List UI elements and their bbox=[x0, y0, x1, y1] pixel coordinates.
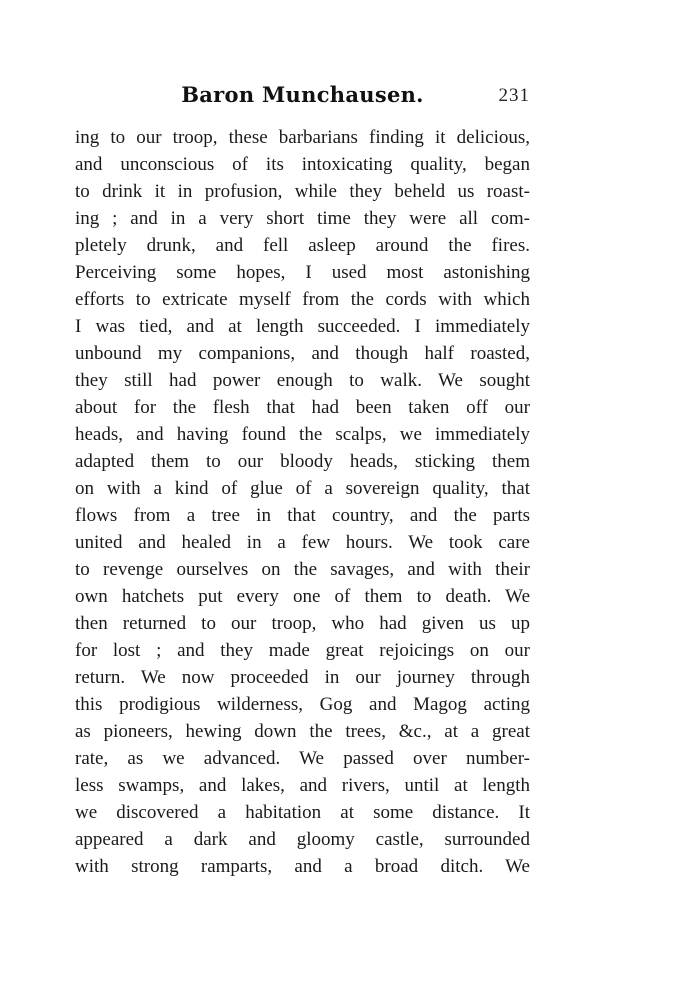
text-line: appeared a dark and gloomy castle, surrounded bbox=[75, 829, 530, 850]
text-line: as pioneers, hewing down the trees, &c., at a great bbox=[75, 721, 530, 742]
running-title: Baron Munchausen. bbox=[181, 82, 424, 107]
text-line: we discovered a habitation at some distance. It bbox=[75, 802, 530, 823]
body-text bbox=[75, 124, 530, 880]
page-number: 231 bbox=[498, 85, 530, 106]
text-line: rate, as we advanced. We passed over number- bbox=[75, 748, 530, 769]
text-line: less swamps, and lakes, and rivers, until at length bbox=[75, 775, 530, 796]
text-line: flows from a tree in that country, and the parts bbox=[75, 505, 530, 526]
running-head bbox=[75, 82, 530, 116]
text-line: heads, and having found the scalps, we immediately bbox=[75, 424, 530, 445]
text-line: they still had power enough to walk. We sought bbox=[75, 370, 530, 391]
text-line: to revenge ourselves on the savages, and with their bbox=[75, 559, 530, 580]
text-line: about for the flesh that had been taken off our bbox=[75, 397, 530, 418]
text-line: adapted them to our bloody heads, sticking them bbox=[75, 451, 530, 472]
text-line: to drink it in profusion, while they beheld us roast- bbox=[75, 181, 530, 202]
text-line: and unconscious of its intoxicating quality, began bbox=[75, 154, 530, 175]
text-line: unbound my companions, and though half roasted, bbox=[75, 343, 530, 364]
text-line: then returned to our troop, who had given us up bbox=[75, 613, 530, 634]
text-line: own hatchets put every one of them to death. We bbox=[75, 586, 530, 607]
text-line: efforts to extricate myself from the cords with which bbox=[75, 289, 530, 310]
text-line: ing to our troop, these barbarians finding it delicious, bbox=[75, 127, 530, 148]
text-line: united and healed in a few hours. We took care bbox=[75, 532, 530, 553]
text-line: ing ; and in a very short time they were all com- bbox=[75, 208, 530, 229]
text-line: Perceiving some hopes, I used most astonishing bbox=[75, 262, 530, 283]
text-line: return. We now proceeded in our journey through bbox=[75, 667, 530, 688]
text-line: for lost ; and they made great rejoicings on our bbox=[75, 640, 530, 661]
text-line: pletely drunk, and fell asleep around the fires. bbox=[75, 235, 530, 256]
text-line: this prodigious wilderness, Gog and Magog acting bbox=[75, 694, 530, 715]
text-line: with strong ramparts, and a broad ditch. We bbox=[75, 856, 530, 877]
text-line: I was tied, and at length succeeded. I immediately bbox=[75, 316, 530, 337]
text-line: on with a kind of glue of a sovereign quality, that bbox=[75, 478, 530, 499]
